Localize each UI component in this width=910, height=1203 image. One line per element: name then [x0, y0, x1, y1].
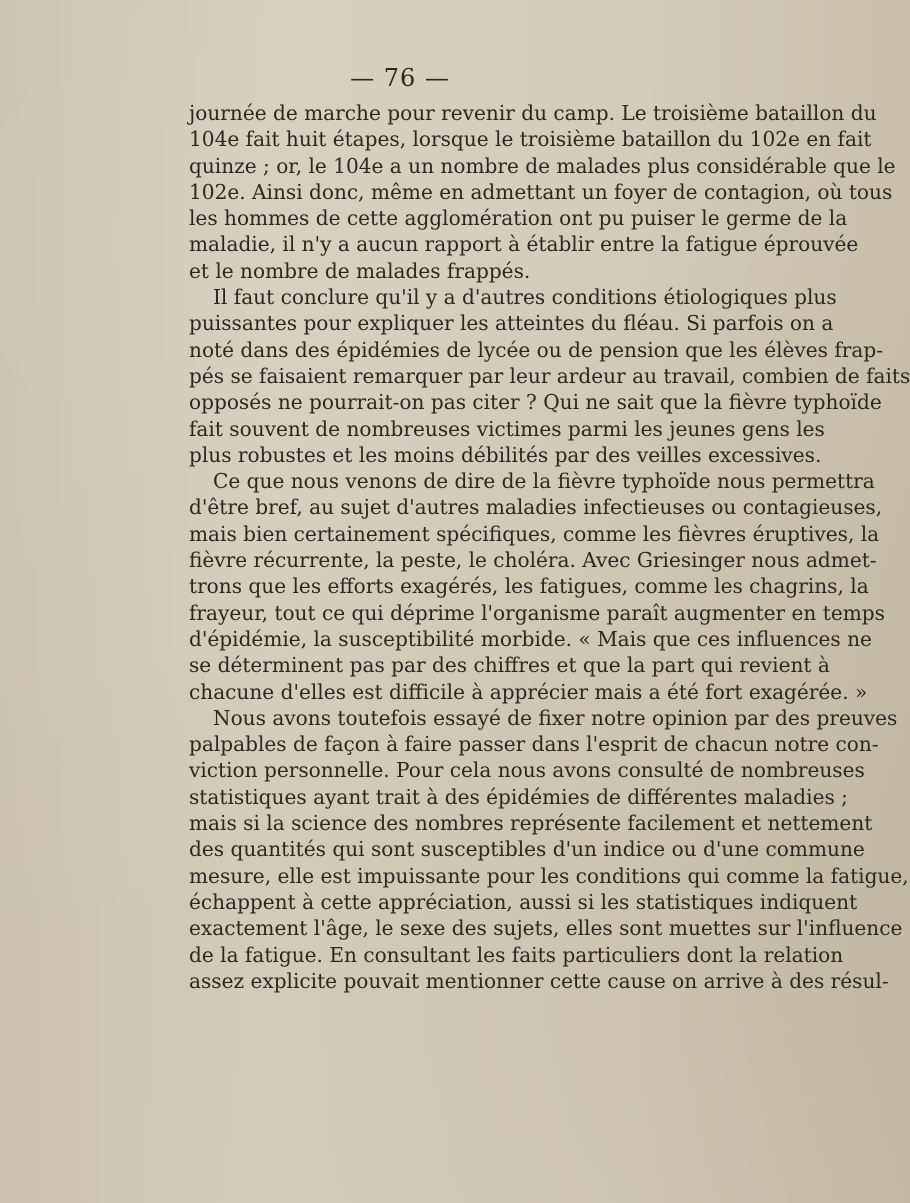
text-line: Ce que nous venons de dire de la fièvre typhoïde nous permettra: [213, 469, 875, 494]
text-line: les hommes de cette agglomération ont pu puiser le germe de la: [189, 206, 848, 231]
text-line: journée de marche pour revenir du camp. Le troisième bataillon du: [189, 101, 877, 125]
text-line: mais si la science des nombres représente facilement et nettement: [189, 811, 873, 836]
text-line: fièvre récurrente, la peste, le choléra. Avec Griesinger nous admet-: [189, 548, 877, 573]
text-line: fait souvent de nombreuses victimes parmi les jeunes gens les: [189, 416, 825, 441]
text-line: pés se faisaient remarquer par leur ardeur au travail, combien de faits: [189, 363, 910, 388]
text-line: se déterminent pas par des chiffres et que la part qui revient à: [189, 653, 830, 678]
body-text: [189, 100, 910, 994]
text-line: chacune d'elles est difficile à apprécier mais a été fort exagérée. »: [189, 679, 868, 704]
text-line: Nous avons toutefois essayé de fixer notre opinion par des preuves: [213, 705, 898, 730]
text-line: frayeur, tout ce qui déprime l'organisme paraît augmenter en temps: [189, 600, 885, 625]
text-line: d'épidémie, la susceptibilité morbide. « Mais que ces influences ne: [189, 626, 872, 651]
text-line: plus robustes et les moins débilités par des veilles excessives.: [189, 442, 822, 467]
text-line: exactement l'âge, le sexe des sujets, elles sont muettes sur l'influence: [189, 916, 903, 941]
text-line: et le nombre de malades frappés.: [189, 258, 531, 283]
text-line: de la fatigue. En consultant les faits particuliers dont la relation: [189, 942, 844, 967]
text-line: échappent à cette appréciation, aussi si les statistiques indiquent: [189, 889, 858, 914]
text-line: maladie, il n'y a aucun rapport à établir entre la fatigue éprouvée: [189, 232, 859, 257]
text-line: des quantités qui sont susceptibles d'un indice ou d'une commune: [189, 837, 865, 862]
text-line: noté dans des épidémies de lycée ou de pension que les élèves frap-: [189, 337, 884, 362]
text-line: palpables de façon à faire passer dans l'esprit de chacun notre con-: [189, 732, 879, 757]
text-line: puissantes pour expliquer les atteintes du fléau. Si parfois on a: [189, 311, 834, 336]
page-number: — 76 —: [350, 64, 450, 92]
text-line: mesure, elle est impuissante pour les conditions qui comme la fatigue,: [189, 863, 909, 888]
text-line: mais bien certainement spécifiques, comme les fièvres éruptives, la: [189, 521, 880, 546]
text-line: 104e fait huit étapes, lorsque le troisième bataillon du 102e en fait: [189, 127, 872, 152]
text-line: opposés ne pourrait-on pas citer ? Qui ne sait que la fièvre typhoïde: [189, 390, 882, 415]
text-line: statistiques ayant trait à des épidémies de différentes maladies ;: [189, 784, 848, 809]
text-line: 102e. Ainsi donc, même en admettant un foyer de contagion, où tous: [189, 179, 893, 204]
text-line: assez explicite pouvait mentionner cette cause on arrive à des résul-: [189, 968, 889, 993]
text-line: viction personnelle. Pour cela nous avons consulté de nombreuses: [189, 758, 865, 783]
text-line: trons que les efforts exagérés, les fatigues, comme les chagrins, la: [189, 574, 869, 599]
text-line: d'être bref, au sujet d'autres maladies infectieuses ou contagieuses,: [189, 495, 883, 520]
text-line: quinze ; or, le 104e a un nombre de malades plus considérable que le: [189, 153, 896, 178]
text-line: Il faut conclure qu'il y a d'autres conditions étiologiques plus: [213, 285, 837, 310]
